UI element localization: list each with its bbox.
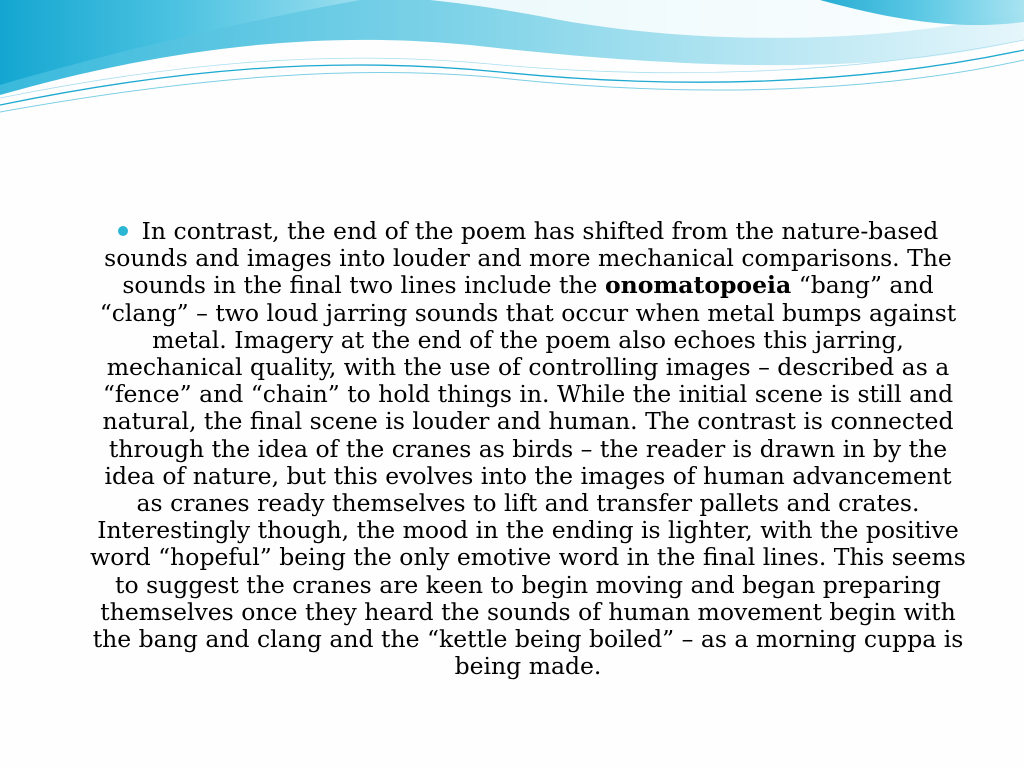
wave-line-2 — [0, 60, 1024, 112]
wave-header-decoration — [0, 0, 1024, 130]
bold-term-onomatopoeia: onomatopoeia — [604, 271, 792, 300]
slide-body-text — [88, 218, 968, 680]
bullet-dot-icon — [118, 226, 128, 236]
bullet-text-part-1: In contrast, the end of the poem has shifted from the nature-based sounds and images into louder and more mechanical comparisons. The sounds in the final two lines include the — [104, 217, 952, 300]
bullet-text-part-2: “bang” and “clang” – two loud jarring sounds that occur when metal bumps against metal. Imagery at the end of the poem also echoes this jarring, mechanical quality, with the use of controlling images – described as a “fence” and “chain” to hold things in. While the initial scene is still and natural, the final scene is louder and human. The contrast is connected through the idea of the cranes as birds – the reader is drawn in by the idea of nature, but this evolves into the images of human advancement as cranes ready themselves to lift and transfer pallets and crates. Interestingly though, the mood in the ending is lighter, with the positive word “hopeful” being the only emotive word in the final lines. This seems to suggest the cranes are keen to begin moving and began preparing themselves once they heard the sounds of human movement begin with the bang and clang and the “kettle being boiled” – as a morning cuppa is being made. — [90, 271, 966, 681]
